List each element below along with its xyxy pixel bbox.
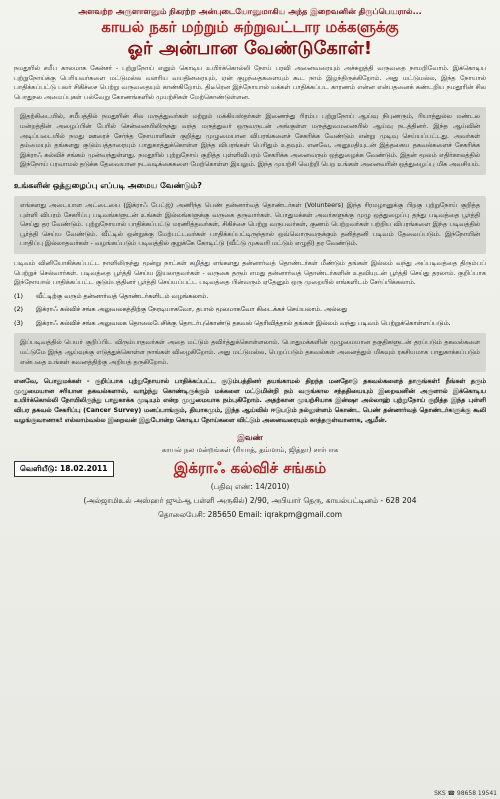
organization-row [14,459,486,479]
option-1-text: வீட்டிற்கு வரும் தன்னார்வத் தொண்டர்களிடம் வழங்கலாம். [36,291,209,300]
option-2-number: (2) [14,305,24,314]
option-1-number: (1) [14,291,24,300]
option-3-text: இக்ராஃ கல்விச் சங்க அலுவலக தொலைபேசிக்கு தொடர்புகொண்டு தகவல் தெரிவித்தால் தங்கள் இல்லம் வந்து படிவம் பெற்றுக்கொள்ளப்படும். [36,318,451,327]
organization-name: இக்ராஃ கல்விச் சங்கம் [173,459,327,478]
highlight-box-1 [14,107,486,175]
paragraph-volunteers: எங்களது அடையாள அட்டையை (இக்ராஃ பேட்ஜ்) அணிந்த பெண் தன்னார்வத் தொண்டர்கள் (Volunteers) இந்த ரிரமழானுக்கு பிறகு புற்றுநோய் குறித்த புள்ளி விபரம் சேகரிப்பு படிவங்களுடன் உங்கள் இல்லங்களுக்கு வருகை தருவார்கள். பொதுமக்கள் அவர்களுக்கு முழு ஒத்துழைப்பு தந்து படிவத்தை பூர்த்தி செய்து தர வேண்டும். புற்றுநோயால் பாதிக்கப்பட்டு மரணித்தவர்கள், சிகிச்சை பெற்று வருபவர்கள், குணம் பெற்றவர்கள் பற்றிய விபரங்களை இந்த படிவத்தில் பூர்த்தி செய்ய வேண்டும். வீட்டில் ஒன்றுக்கு மேற்பட்டவர்கள் பாதிக்கப்பட்டிருந்தால் ஒவ்வொருவருக்கும் தனித்தனி படிவம் தேவைப்படும். இந்நோயின் பாதிப்பு இல்லாதவர்கள் - வழங்கப்படும் படிவத்தில் குறுக்கே கோடிட்டு (வீட்டு முகவரி மட்டும் எழுதி) தர வேண்டும். [20,200,480,248]
option-3 [14,319,486,329]
registration-number: (பதிவு எண்: 14/2010) [210,482,290,492]
option-1 [14,292,486,302]
signature-on-behalf: காயல் நல மன்றங்கள் (ரியாத், தம்மாம், ஜித்தா) சார்பாக [161,446,339,455]
designer-credit: SKS ☎ 98658 19541 [434,790,497,797]
option-2 [14,305,486,315]
organization-address: (அல்ஜாமிஉல் அஸ்ஹர் ஜும்ஆ பள்ளி அருகில்) 2/90, அபியார் தெரு, காயல்பட்டினம் - 628 204 [83,496,417,506]
paragraph-collection: படிவம் வினியோகிக்கப்பட்ட நாளிலிருந்து மூன்று நாட்கள் கழித்து எங்களது தன்னார்வத் தொண்டர்கள் மீண்டும் தங்கள் இல்லம் வந்து அப்படிவத்தை திரும்பப் பெற்றுச் செல்வார்கள். படிவத்தை பூர்த்தி செய்ய இயலாதவர்கள் - வருகை தரும் எமது தன்னார்வத் தொண்டர்களின் உதவியுடன் பூர்த்தி செய்து தரலாம். குறிப்பாக இந்நோயால் பாதிக்கப்பட்ட குடும்பத்தினர் பூர்த்தி செய்யப்பட்ட படிவத்தை பின்வரும் ஏதேனும் ஒரு முறையில் எங்களிடம் சேர்ப்பிக்கலாம். [14,258,486,287]
signature-by: இவண் [237,433,263,443]
opening-invocation: அளவற்ற அருளாளனும் நிகரற்ற அன்புடையோனுமாகிய அந்த இறைவனின் திருப்பெயரால்... [78,7,422,16]
paragraph-privacy: இப்படிவத்தில் பெயர் குறிப்பிட விரும்பாதவர்கள் அதை மட்டும் தவிர்த்துக்கொள்ளலாம். பொதுமக்களின் முழுமையான தகுதிகளுடன் தரப்படும் தகவல்களை மட்டுமே இந்த ஆய்வுக்கு எடுத்துக்கொள்ள நாங்கள் விழைகிறோம். அது மட்டுமல்ல, பெறப்படும் தகவல்கள் அனைத்தும் மிகவும் ரகசியமாக பாதுகாக்கப்படும் என்பதை உங்கள் கவனத்திற்கு அறியத் தருகிறோம். [20,338,480,366]
headline-line-1: காயல் நகர் மற்றும் சுற்றுவட்டார மக்களுக்கு [101,18,399,36]
highlight-box-3 [14,333,486,372]
headline-line-2: ஓர் அன்பான வேண்டுகோள்! [127,38,373,59]
organization-contact: தொலைபேசி: 285650 Email: iqrakpm@gmail.com [157,510,343,520]
paragraph-intro: நமதூரில் சமீப காலமாக கேன்சர் - புற்றுநோய் எனும் கொடிய உயிர்க்கொல்லி நோய் பரவி அனைவரையும் அச்சுறுத்தி வருவதை நாமறிவோம். இக்கொடிய புற்றுநோய்க்கு பெரியவர்களை மட்டுமல்ல வளரிய வயதினரையும், ஏன் குழந்தைகளையும் கூட நாம் இழந்திருக்கிறோம். அது மட்டுமல்ல, இந்த நோயால் பாதிக்கப்பட்டு பலர் சிகிச்சை பெற்று வருவதையும் காண்கிறோம். திடீரென இந்நோயால் மக்கள் பாதிக்கப்பட காரணம் என்ன என்பதனைக் கண்டறிய நமதூரின் சில பொதுநல அமைப்புகள் பல்வேறு கோணங்களில் முயற்சிகள் மேற்கொண்டுள்ளன. [14,64,486,101]
publication-date: வெளியீடு: 18.02.2011 [14,461,114,477]
paragraph-appeal: எனவே, பொதுமக்கள் - குறிப்பாக புற்றுநோயால் பாதிக்கப்பட்ட குடும்பத்தினர் தயங்காமல் திறந்த மனதோடு தகவல்களைத் தாருங்கள்! நீங்கள் தரும் முழுமையான சரியான தகவல்களால், வாழ்ந்து கொண்டிருக்கும் மக்களை மட்டுமின்றி நம் வருங்கால சந்ததியையும் இறைவனின் அருளால் இக்கொடிய உயிர்க்கொல்லி நோயிலிருந்து பாதுகாக்க முடியும் என்ற முழுமையாக நம்புகிறோம். அதற்கான முயற்சியாக இன்ஷா அல்லாஹ் புற்றுநோய் குறித்த இந்த புள்ளி விபர தகவல் சேகரிப்பு (Cancer Survey) மனப்பாங்கும், தியாகமும், இந்த ஆய்வில் ஈடுபடும் நல்லுள்ளம் கொண்ட பெண் தன்னார்வத் தொண்டர்களுக்கு கூலி வழங்குவானாக! எல்லாம்வல்ல இறைவன் இதுபோன்ற கொடிய நோய்களை விட்டும் அனைவரையும் காத்தருள்வானாக, ஆமீன். [14,377,486,424]
signature-block [14,433,486,455]
paragraph-survey-plan: இதற்கிடையில், சமீபத்தில் நமதூரின் சில மருத்துவர்கள் மற்றும் மக்கியஸ்தர்கள் இணைந்து ரிரம்ப புற்றுநோய் ஆய்வு நிபுணரும், ரியாத்துல்ல மண்டல மன்றத்தின் அழைப்பின் பேரில் சென்னையிலிருந்து வந்த மருத்துவர் ஒருவருடன் அங்குள்ள மருத்துவமனையில் ஆய்வு நடத்தினர். இந்த ஆய்வின் அடிப்படையில் நமது ஊரைச் சேர்ந்த நோயாளிகள் குறித்து முழுமையான விபரங்களைச் சேகரிக்க வேண்டும் என்று முடிவு செய்யப்பட்டது. அவர்கள் தம்மையும் தங்களது குடும்பத்தாரையும் பாதுகாத்துக்கொள்ள இந்த விபரங்கள் பெரிதும் உதவும். எனவே, அனுமதியுடன் இத்தகைய தகவல்களைச் சேகரிக்க இக்ராஃ கல்விச் சங்கம் முன்வந்துள்ளது. நமதூரில் புற்றுநோய் குறித்த புள்ளிவிபரம் சேகரிக்க அனைவரும் ஒத்துழைக்க வேண்டும். இதன் மூலம் எதிர்காலத்தில் இந்நோய் பரவாமல் தடுக்க தேவையான நடவடிக்கைகளை மேற்கொள்ள இயலும். இந்த முயற்சி வெற்றி பெற உங்கள் அனைவரின் ஒத்துழைப்பு மிக அவசியம். [20,112,481,169]
highlight-box-2 [14,196,486,254]
option-3-number: (3) [14,318,24,327]
cooperation-heading: உங்களின் ஒத்துழைப்பு எப்படி அமைய வேண்டும்? [14,180,202,190]
option-2-text: இக்ராஃ கல்விச் சங்க அலுவலகத்திற்கு நேரடியாகவோ, தபால் மூலமாகவோ கிடைக்கச் செய்யலாம். அல்லது [36,305,348,314]
